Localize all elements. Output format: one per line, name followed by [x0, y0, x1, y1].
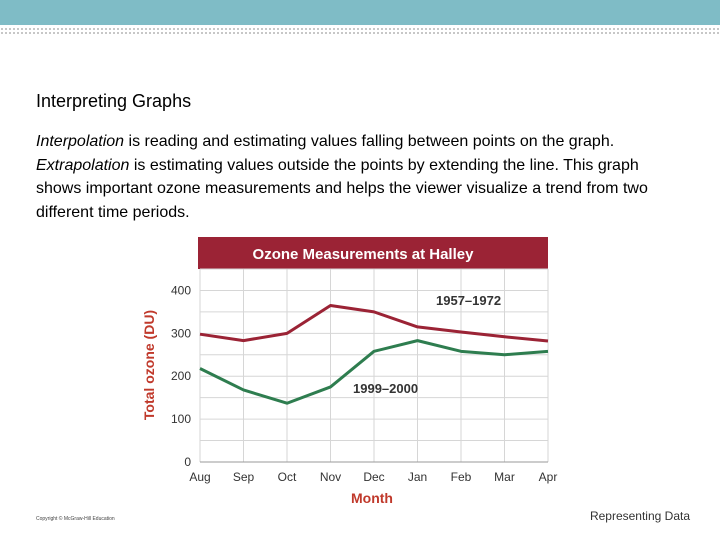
- x-tick-label: Feb: [450, 470, 472, 484]
- x-tick-label: Sep: [232, 470, 255, 484]
- y-axis-label: Total ozone (DU): [141, 309, 157, 421]
- x-tick-label: Dec: [363, 470, 385, 484]
- copyright-notice: Copyright © McGraw-Hill Education: [36, 516, 115, 522]
- x-tick-label: Aug: [189, 470, 211, 484]
- body-paragraph: [36, 130, 676, 224]
- y-tick-label: 300: [170, 326, 191, 341]
- ozone-chart: [138, 235, 558, 510]
- x-tick-label: Nov: [319, 470, 342, 484]
- series-label-1: 1957–1972: [436, 293, 502, 308]
- body-text-2: is estimating values outside the points by extending the line. This graph shows important ozone measurements and helps the viewer visualize a trend from two different time periods.: [36, 156, 648, 221]
- y-tick-label: 400: [170, 283, 191, 298]
- chart-title: Ozone Measurements at Halley: [252, 246, 474, 263]
- term-interpolation: Interpolation: [36, 133, 125, 150]
- y-tick-label: 0: [184, 455, 191, 469]
- x-tick-label: Mar: [494, 470, 515, 484]
- series-label-2: 1999–2000: [353, 381, 419, 396]
- y-tick-label: 100: [170, 412, 191, 427]
- x-axis-label: Month: [351, 490, 393, 506]
- footer-label: Representing Data: [589, 509, 690, 523]
- x-tick-label: Apr: [538, 470, 558, 484]
- slide-title: Interpreting Graphs: [36, 91, 192, 111]
- y-tick-label: 200: [170, 369, 191, 384]
- chart-svg: [138, 235, 558, 510]
- term-extrapolation: Extrapolation: [36, 156, 130, 174]
- x-tick-label: Oct: [277, 470, 297, 484]
- top-accent-bar: [0, 0, 720, 25]
- body-text-1: is reading and estimating values falling between points on the graph.: [124, 133, 615, 150]
- x-tick-label: Jan: [407, 470, 428, 484]
- dotted-divider: [0, 27, 720, 35]
